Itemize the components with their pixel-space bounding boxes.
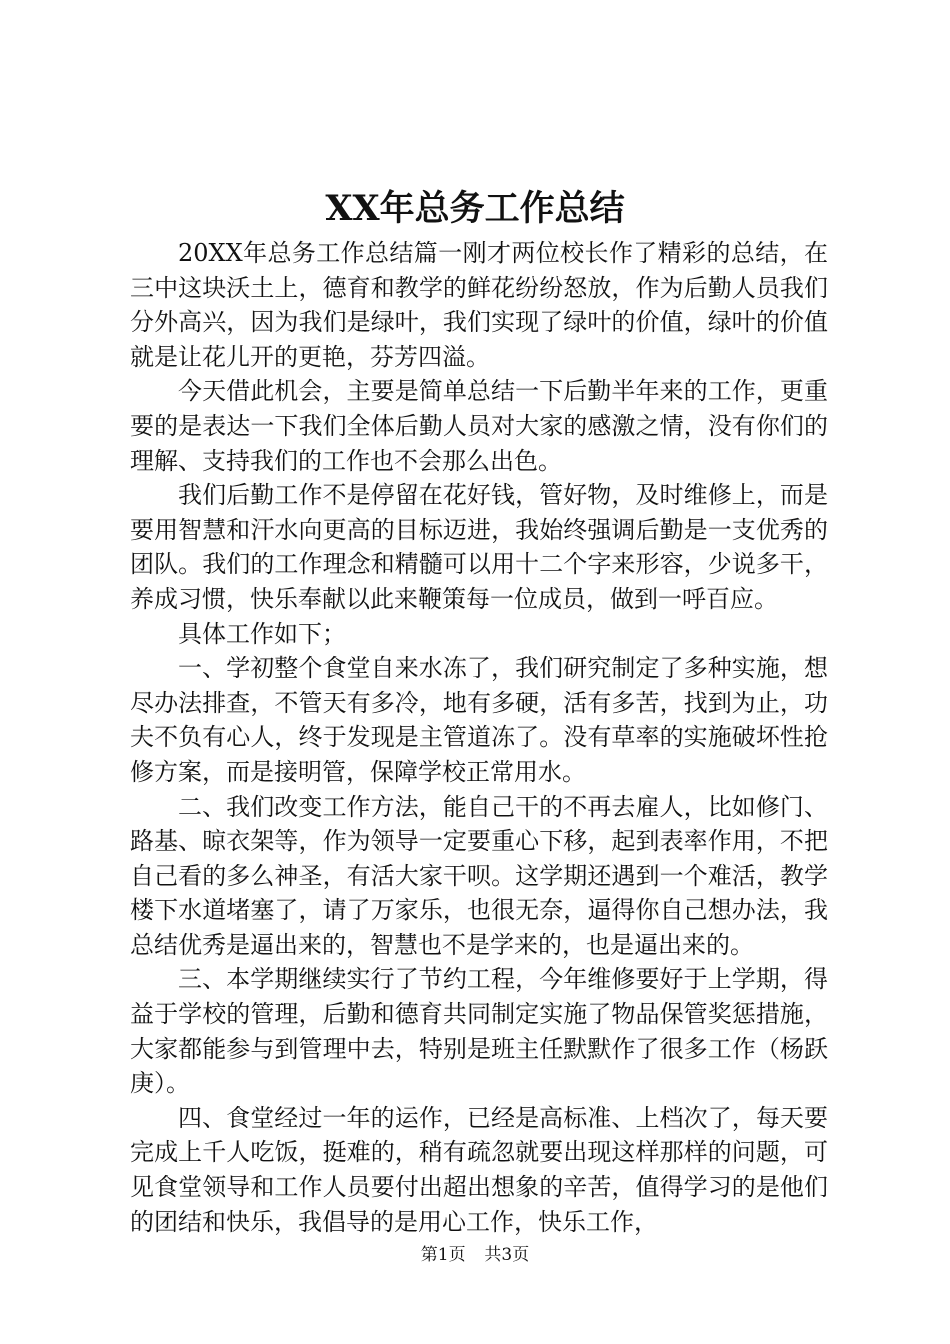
paragraph: 具体工作如下；	[178, 619, 346, 648]
document-title: XX年总务工作总结	[325, 188, 625, 229]
page-footer	[0, 1243, 950, 1267]
paragraph: 四、食堂经过一年的运作，已经是高标准、上档次了，每天要完成上千人吃饭，挺难的，稍有疏忽就要出现这样那样的问题，可见食堂领导和工作人员要付出超出想象的辛苦，值得学习的是他们的团结和快乐，我倡导的是用心工作，快乐工作，	[130, 1103, 828, 1236]
paragraph: 一、学初整个食堂自来水冻了，我们研究制定了多种实施，想尽办法排查，不管天有多冷，地有多硬，活有多苦，找到为止，功夫不负有心人，终于发现是主管道冻了。没有草率的实施破坏性抢修方案，而是接明管，保障学校正常用水。	[130, 654, 828, 786]
document-body	[130, 236, 828, 1239]
paragraph: 今天借此机会，主要是简单总结一下后勤半年来的工作，更重要的是表达一下我们全体后勤人员对大家的感激之情，没有你们的理解、支持我们的工作也不会那么出色。	[130, 377, 828, 475]
page-number: 第1页	[420, 1245, 466, 1265]
page-total: 共3页	[484, 1245, 530, 1265]
paragraph: 三、本学期继续实行了节约工程，今年维修要好于上学期，得益于学校的管理，后勤和德育共同制定实施了物品保管奖惩措施，大家都能参与到管理中去，特别是班主任默默作了很多工作（杨跃庚）。	[130, 965, 828, 1098]
paragraph: 我们后勤工作不是停留在花好钱，管好物，及时维修上，而是要用智慧和汗水向更高的目标迈进，我始终强调后勤是一支优秀的团队。我们的工作理念和精髓可以用十二个字来形容，少说多干，养成习惯，快乐奉献以此来鞭策每一位成员，做到一呼百应。	[130, 481, 828, 613]
paragraph: 20XX年总务工作总结篇一刚才两位校长作了精彩的总结，在三中这块沃土上，德育和教学的鲜花纷纷怒放，作为后勤人员我们分外高兴，因为我们是绿叶，我们实现了绿叶的价值，绿叶的价值就是让花儿开的更艳，芬芳四溢。	[130, 239, 828, 371]
paragraph: 二、我们改变工作方法，能自己干的不再去雇人，比如修门、路基、晾衣架等，作为领导一定要重心下移，起到表率作用，不把自己看的多么神圣，有活大家干呗。这学期还遇到一个难活，教学楼下水道堵塞了，请了万家乐，也很无奈，逼得你自己想办法，我总结优秀是逼出来的，智慧也不是学来的，也是逼出来的。	[130, 792, 828, 959]
